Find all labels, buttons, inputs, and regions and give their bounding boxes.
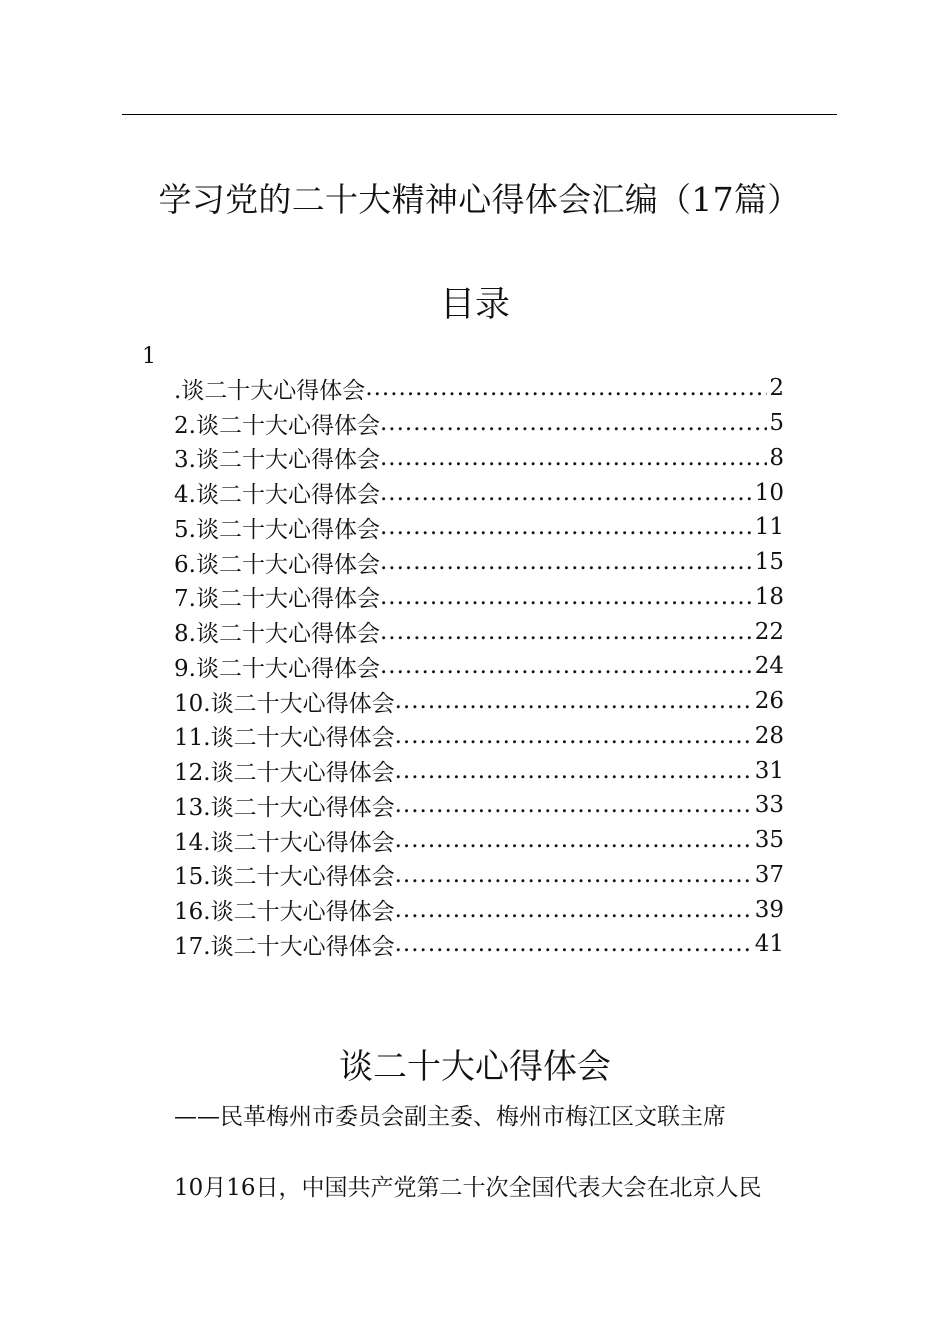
toc-entry-12[interactable] xyxy=(174,753,784,788)
toc-entry-page: 35 xyxy=(754,827,784,854)
toc-leader-dots xyxy=(395,827,753,853)
toc-entry-page: 31 xyxy=(754,757,784,784)
toc-entry-page: 5 xyxy=(769,410,784,437)
toc-entry-label: 13.谈二十大心得体会 xyxy=(174,794,395,821)
toc-entry-page: 28 xyxy=(754,722,784,749)
toc-leader-dots xyxy=(380,549,753,575)
toc-leader-dots xyxy=(365,375,767,401)
body-paragraph: 10月16日，中国共产党第二十次全国代表大会在北京人民 xyxy=(174,1175,762,1201)
toc-leader-dots xyxy=(380,619,753,645)
toc-entry-label: 12.谈二十大心得体会 xyxy=(174,760,395,787)
document-title: 学习党的二十大精神心得体会汇编（17篇） xyxy=(158,180,801,219)
toc-entry-page: 26 xyxy=(754,688,784,715)
toc-leader-dots xyxy=(395,723,753,749)
toc-entry-page: 33 xyxy=(754,792,784,819)
toc-entry-3[interactable] xyxy=(174,441,784,476)
toc-leader-dots xyxy=(395,792,753,818)
toc-entry-label: 3.谈二十大心得体会 xyxy=(174,447,380,474)
toc-entry-4[interactable] xyxy=(174,475,784,510)
toc-entry-page: 24 xyxy=(754,653,784,680)
toc-entry-1[interactable] xyxy=(174,371,784,406)
toc-entry-page: 37 xyxy=(754,861,784,888)
toc-entry-7[interactable] xyxy=(174,580,784,615)
toc-entry-15[interactable] xyxy=(174,858,784,893)
toc-entry-14[interactable] xyxy=(174,823,784,858)
toc-entry-page: 2 xyxy=(769,375,784,402)
toc-entry-10[interactable] xyxy=(174,684,784,719)
toc-leader-dots xyxy=(395,758,753,784)
toc-entry-2[interactable] xyxy=(174,406,784,441)
toc-entry-page: 10 xyxy=(754,479,784,506)
toc-list xyxy=(174,371,784,962)
toc-entry-page: 18 xyxy=(754,583,784,610)
toc-entry-label: 9.谈二十大心得体会 xyxy=(174,655,380,682)
toc-heading: 目录 xyxy=(439,285,510,325)
toc-entry-label: 11.谈二十大心得体会 xyxy=(174,725,395,752)
toc-entry-6[interactable] xyxy=(174,545,784,580)
toc-leader-dots xyxy=(380,480,753,506)
toc-entry-label: 2.谈二十大心得体会 xyxy=(174,412,380,439)
toc-entry-label: 7.谈二十大心得体会 xyxy=(174,586,380,613)
toc-entry-page: 15 xyxy=(754,549,784,576)
toc-leader-dots xyxy=(380,514,753,540)
toc-entry-label: 8.谈二十大心得体会 xyxy=(174,621,380,648)
toc-entry-5[interactable] xyxy=(174,510,784,545)
toc-leader-dots xyxy=(395,897,753,923)
toc-entry-label: 15.谈二十大心得体会 xyxy=(174,864,395,891)
toc-entry-11[interactable] xyxy=(174,719,784,754)
toc-entry-page: 39 xyxy=(754,896,784,923)
toc-entry-label: 5.谈二十大心得体会 xyxy=(174,516,380,543)
toc-entry-label: 17.谈二十大心得体会 xyxy=(174,933,395,960)
toc-leader-dots xyxy=(380,445,767,471)
toc-entry-page: 22 xyxy=(754,618,784,645)
toc-entry-9[interactable] xyxy=(174,649,784,684)
toc-entry-label: 14.谈二十大心得体会 xyxy=(174,829,395,856)
toc-entry-label: 4.谈二十大心得体会 xyxy=(174,482,380,509)
toc-entry-label: 16.谈二十大心得体会 xyxy=(174,899,395,926)
toc-entry-label: 6.谈二十大心得体会 xyxy=(174,551,380,578)
toc-leader-dots xyxy=(395,688,753,714)
toc-entry-page: 11 xyxy=(754,514,784,541)
section-title: 谈二十大心得体会 xyxy=(339,1047,611,1087)
header-rule xyxy=(122,114,837,115)
toc-entry-16[interactable] xyxy=(174,892,784,927)
toc-leader-dots xyxy=(395,862,753,888)
toc-leader-dots xyxy=(395,931,753,957)
toc-leader-dots xyxy=(380,584,753,610)
toc-first-number: 1 xyxy=(142,344,156,369)
toc-entry-page: 8 xyxy=(769,444,784,471)
toc-entry-label: .谈二十大心得体会 xyxy=(174,377,366,404)
toc-entry-label: 10.谈二十大心得体会 xyxy=(174,690,395,717)
section-byline: ——民革梅州市委员会副主委、梅州市梅江区文联主席 xyxy=(174,1104,726,1130)
toc-entry-page: 41 xyxy=(754,931,784,958)
toc-leader-dots xyxy=(380,410,767,436)
toc-entry-8[interactable] xyxy=(174,614,784,649)
toc-leader-dots xyxy=(380,653,753,679)
toc-entry-13[interactable] xyxy=(174,788,784,823)
toc-entry-17[interactable] xyxy=(174,927,784,962)
